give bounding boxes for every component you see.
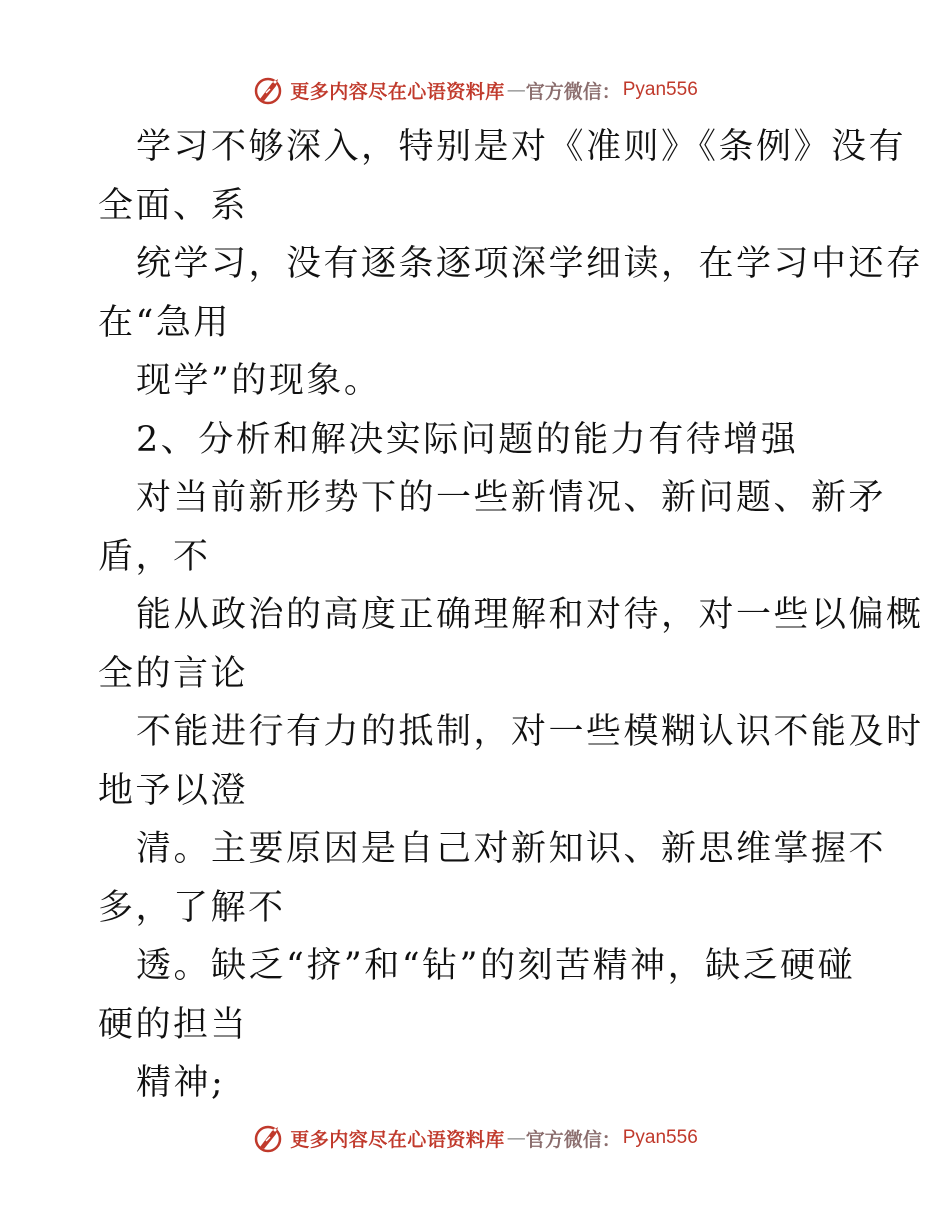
body-line: 对当前新形势下的一些新情况、新问题、新矛 [136,478,887,518]
body-line: 全的言论 [98,653,249,694]
header-banner [0,70,950,110]
footer-wechat-id: Pyan556 [622,1127,698,1148]
body-line: 统学习，没有逐条逐项深学细读，在学习中还存 [136,244,924,284]
body-line: 透。缺乏“挤”和“钻”的刻苦精神，缺乏硬碰 [136,946,856,986]
body-line: 清。主要原因是自己对新知识、新思维掌握不 [136,829,887,869]
header-wechat-label: 官方微信： [525,80,621,103]
body-line: 现学”的现象。 [136,361,382,401]
body-line: 多，了解不 [98,887,286,928]
pen-nib-seal-icon [252,73,286,107]
body-line: 地予以澄 [98,770,249,811]
body-line: 能从政治的高度正确理解和对待，对一些以偏概 [136,595,924,635]
header-brand: 更多内容尽在心语资料库 [290,80,505,103]
body-line: 精神; [136,1063,226,1103]
footer-wechat-label: 官方微信： [525,1128,621,1151]
body-line: 在“急用 [98,302,231,343]
section-heading: 2、分析和解决实际问题的能力有待增强 [136,419,799,460]
body-line: 全面、系 [98,185,249,226]
body-line: 学习不够深入，特别是对《准则》《条例》没有 [136,127,907,167]
document-body [98,118,924,1113]
footer-brand: 更多内容尽在心语资料库 [290,1128,505,1151]
footer-separator: — [506,1127,526,1149]
footer-banner [0,1118,950,1158]
pen-nib-seal-icon [252,1121,286,1155]
header-wechat-id: Pyan556 [622,79,698,100]
body-line: 盾，不 [98,536,211,577]
body-line: 硬的担当 [98,1004,249,1045]
body-line: 不能进行有力的抵制，对一些模糊认识不能及时 [136,712,924,752]
header-separator: — [506,79,526,101]
